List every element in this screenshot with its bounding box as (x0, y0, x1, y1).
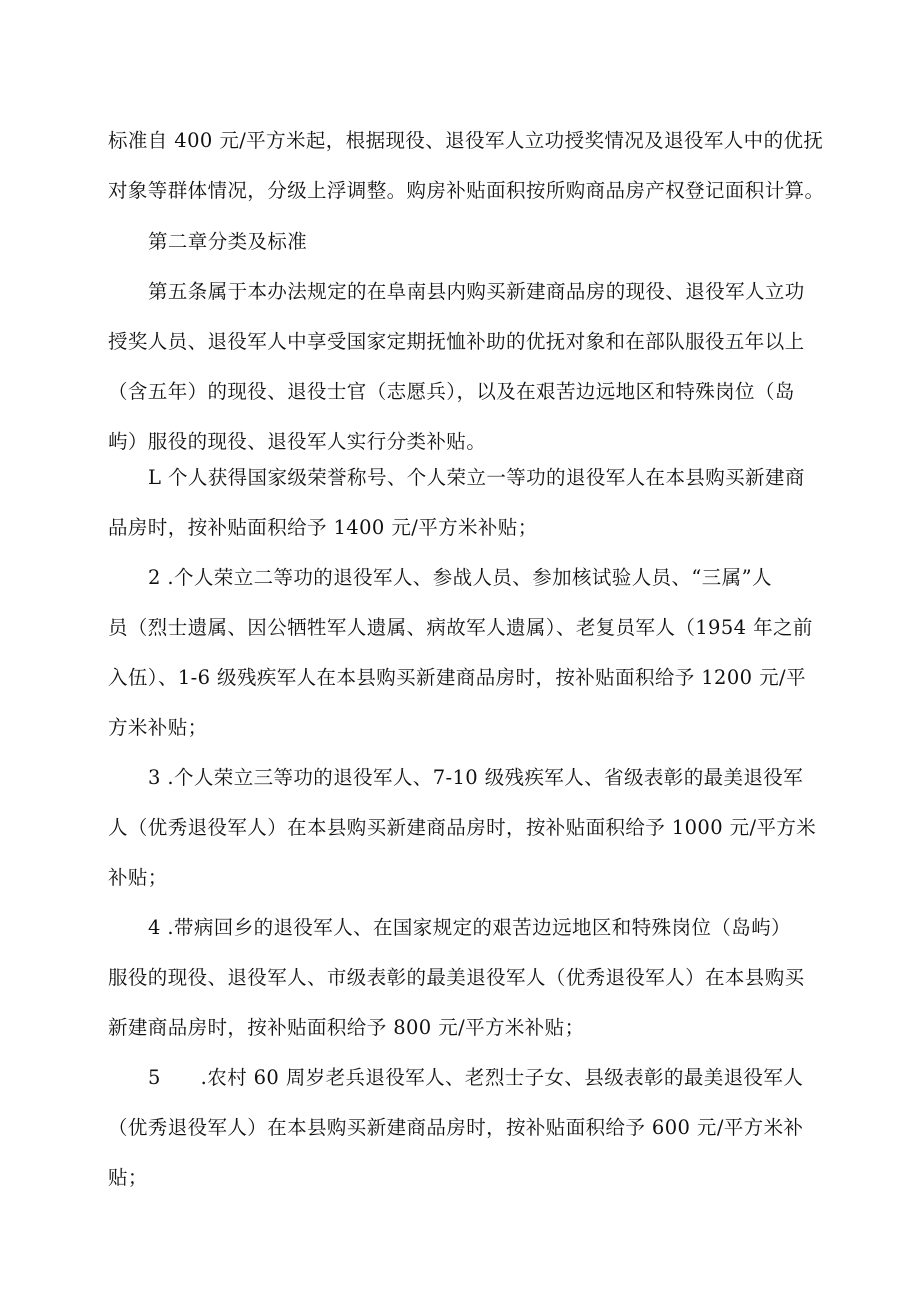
body-line-7: 屿）服役的现役、退役军人实行分类补贴。 (108, 430, 487, 453)
body-line-14: 3 .个人荣立三等功的退役军人、7-10 级残疾军人、省级表彰的最美退役军 (148, 766, 804, 789)
body-line-20: 5 .农村 60 周岁老兵退役军人、老烈士子女、县级表彰的最美退役军人 (148, 1066, 804, 1089)
body-line-1: 标准自 400 元/平方米起，根据现役、退役军人立功授奖情况及退役军人中的优抚 (108, 129, 824, 152)
body-line-18: 服役的现役、退役军人、市级表彰的最美退役军人（优秀退役军人）在本县购买 (108, 966, 805, 989)
body-line-22: 贴； (108, 1166, 148, 1189)
body-line-2: 对象等群体情况，分级上浮调整。购房补贴面积按所购商品房产权登记面积计算。 (108, 179, 825, 202)
body-line-4: 第五条属于本办法规定的在阜南县内购买新建商品房的现役、退役军人立功 (148, 280, 805, 303)
body-line-19: 新建商品房时，按补贴面积给予 800 元/平方米补贴； (108, 1016, 585, 1039)
body-line-11: 员（烈士遗属、因公牺牲军人遗属、病故军人遗属）、老复员军人（1954 年之前 (108, 616, 813, 639)
body-line-16: 补贴； (108, 866, 168, 889)
body-line-10: 2 .个人荣立二等功的退役军人、参战人员、参加核试验人员、“三属”人 (148, 566, 772, 589)
body-line-8: L 个人获得国家级荣誉称号、个人荣立一等功的退役军人在本县购买新建商 (148, 466, 805, 489)
body-line-9: 品房时，按补贴面积给予 1400 元/平方米补贴； (108, 516, 538, 539)
body-line-12: 入伍）、1-6 级残疾军人在本县购买新建商品房时，按补贴面积给予 1200 元/平 (108, 666, 806, 689)
body-line-13: 方米补贴； (108, 716, 208, 739)
chapter-heading: 第二章分类及标准 (148, 230, 308, 253)
body-line-21: （优秀退役军人）在本县购买新建商品房时，按补贴面积给予 600 元/平方米补 (108, 1116, 804, 1139)
body-line-6: （含五年）的现役、退役士官（志愿兵），以及在艰苦边远地区和特殊岗位（岛 (108, 380, 795, 403)
body-line-15: 人（优秀退役军人）在本县购买新建商品房时，按补贴面积给予 1000 元/平方米 (108, 816, 817, 839)
body-line-5: 授奖人员、退役军人中享受国家定期抚恤补助的优抚对象和在部队服役五年以上 (108, 330, 805, 353)
body-line-17: 4 .带病回乡的退役军人、在国家规定的艰苦边远地区和特殊岗位（岛屿） (148, 916, 791, 939)
